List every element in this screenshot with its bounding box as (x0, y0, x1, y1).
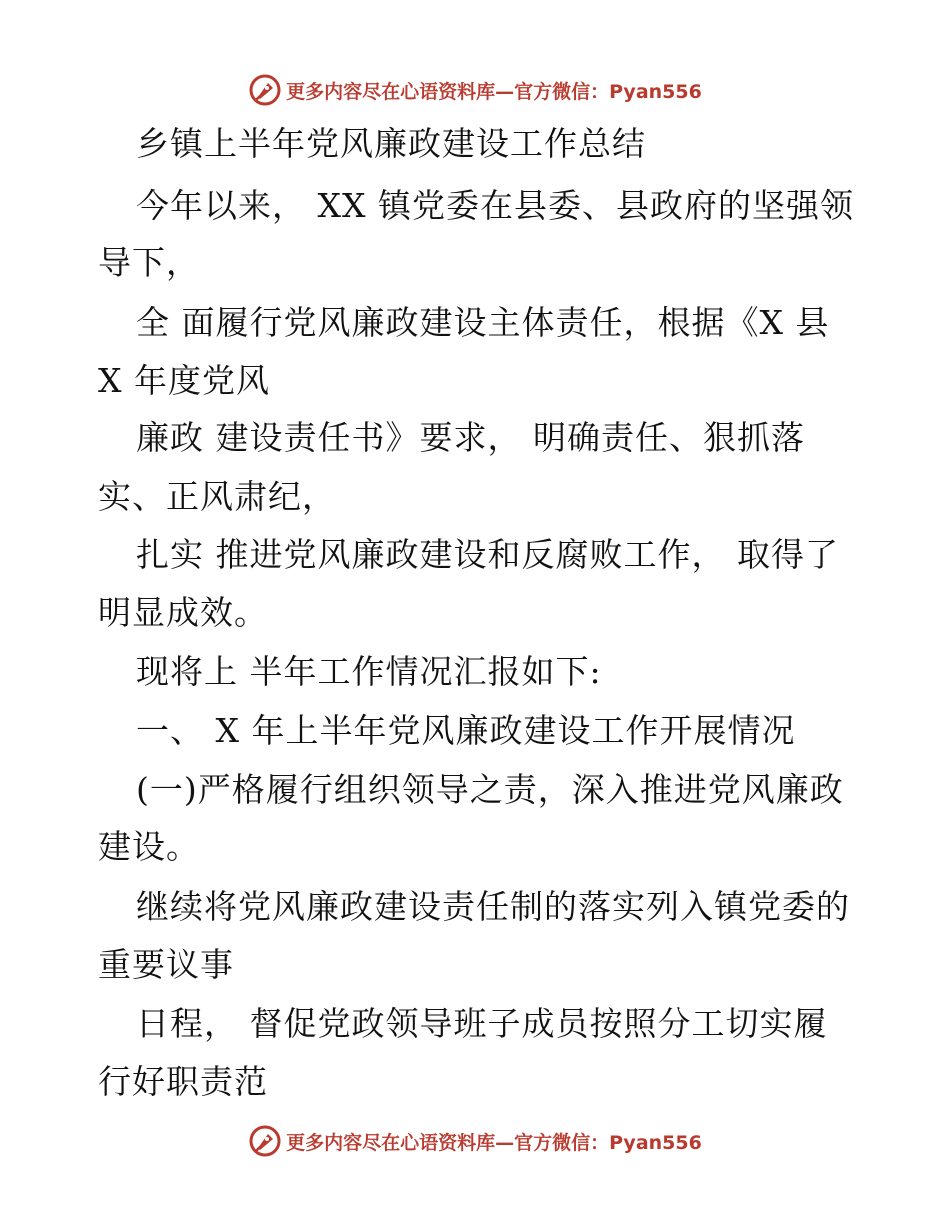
watermark-text: 更多内容尽在心语资料库—官方微信：Pyan556 (286, 80, 702, 103)
paragraph-line: 今年以来， XX 镇党委在县委、县政府的坚强领 (136, 186, 854, 225)
paragraph-line: 重要议事 (98, 945, 234, 984)
paragraph-line: 扎实 推进党风廉政建设和反腐败工作， 取得了 (136, 535, 839, 574)
header-watermark-banner (0, 70, 950, 110)
paragraph-line: 廉政 建设责任书》要求， 明确责任、狠抓落 (136, 418, 805, 457)
paragraph-line: 明显成效。 (98, 593, 268, 632)
paragraph-line: 导下， (98, 243, 200, 282)
pen-nib-logo-icon (248, 73, 282, 107)
paragraph-line: 继续将党风廉政建设责任制的落实列入镇党委的 (136, 887, 850, 926)
paragraph-line: 行好职责范 (98, 1062, 268, 1101)
paragraph-line: 建设。 (98, 827, 200, 866)
paragraph-line: 现将上 半年工作情况汇报如下: (136, 652, 602, 691)
footer-watermark-banner (0, 1121, 950, 1161)
paragraph-line: 实、正风肃纪， (98, 477, 336, 516)
document-title: 乡镇上半年党风廉政建设工作总结 (136, 124, 646, 163)
paragraph-line: X 年度党风 (98, 361, 270, 400)
pen-nib-logo-icon (248, 1124, 282, 1158)
section-heading: 一、 X 年上半年党风廉政建设工作开展情况 (136, 711, 796, 750)
paragraph-line: 日程， 督促党政领导班子成员按照分工切实履 (136, 1004, 828, 1043)
watermark-text: 更多内容尽在心语资料库—官方微信：Pyan556 (286, 1131, 702, 1154)
paragraph-line: 全 面履行党风廉政建设主体责任，根据《X 县 (136, 303, 830, 342)
subsection-heading: (一)严格履行组织领导之责，深入推进党风廉政 (136, 770, 844, 809)
